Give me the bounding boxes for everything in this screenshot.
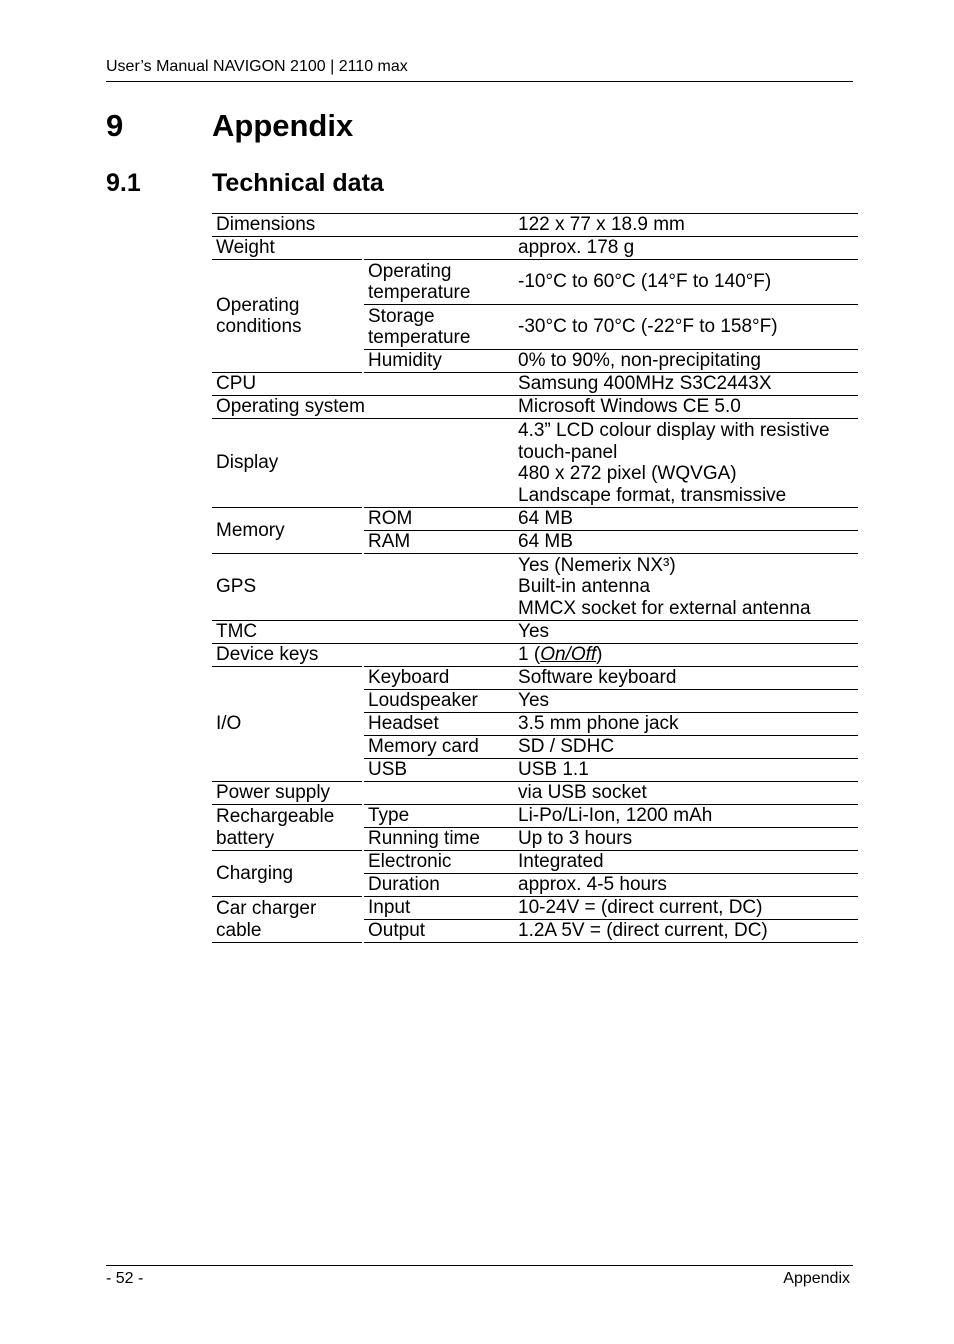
spec-sublabel: Duration <box>363 874 514 897</box>
spec-value <box>514 644 858 667</box>
spec-value: Up to 3 hours <box>514 828 858 851</box>
table-row <box>212 621 858 644</box>
spec-value: USB 1.1 <box>514 759 858 782</box>
spec-value-line: 480 x 272 pixel (WQVGA) <box>518 463 737 484</box>
spec-value-line: 4.3” LCD colour display with resistive touch-panel <box>518 420 830 463</box>
spec-value <box>514 554 858 621</box>
spec-value: Integrated <box>514 851 858 874</box>
spec-sublabel: Loudspeaker <box>363 690 514 713</box>
footer-section: Appendix <box>783 1270 850 1287</box>
spec-value: Software keyboard <box>514 667 858 690</box>
spec-value-line: Yes (Nemerix NX³) <box>518 554 676 576</box>
spec-label: TMC <box>212 621 514 644</box>
spec-sublabel: Keyboard <box>363 667 514 690</box>
spec-value: Yes <box>514 690 858 713</box>
spec-sublabel: Type <box>363 805 514 828</box>
spec-value-line: MMCX socket for external antenna <box>518 597 811 619</box>
running-header: User’s Manual NAVIGON 2100 | 2110 max <box>106 58 408 75</box>
value-prefix: 1 ( <box>518 644 541 666</box>
table-row <box>212 851 858 874</box>
spec-group-label: Operating conditions <box>212 260 363 373</box>
spec-value: 64 MB <box>514 531 858 554</box>
table-row <box>212 782 858 805</box>
chapter-title: Appendix <box>212 108 354 143</box>
table-row <box>212 897 858 920</box>
table-row <box>212 805 858 828</box>
spec-value: Microsoft Windows CE 5.0 <box>514 396 858 419</box>
spec-label: Weight <box>212 237 514 260</box>
spec-sublabel: Operating temperature <box>363 260 514 305</box>
spec-value-line: Landscape format, transmissive <box>518 484 787 506</box>
section-title: Technical data <box>212 169 384 197</box>
table-row <box>212 396 858 419</box>
spec-sublabel: Storage temperature <box>363 305 514 350</box>
spec-sublabel: Output <box>363 920 514 943</box>
table-row <box>212 644 858 667</box>
spec-value: Samsung 400MHz S3C2443X <box>514 373 858 396</box>
spec-label: Display <box>212 419 514 508</box>
spec-label: Power supply <box>212 782 514 805</box>
spec-value: 122 x 77 x 18.9 mm <box>514 214 858 237</box>
spec-group-label: I/O <box>212 667 363 782</box>
spec-label: CPU <box>212 373 514 396</box>
spec-value: -10°C to 60°C (14°F to 140°F) <box>514 260 858 305</box>
spec-sublabel: RAM <box>363 531 514 554</box>
chapter-number: 9 <box>106 108 124 143</box>
spec-label: Dimensions <box>212 214 514 237</box>
spec-sublabel: Memory card <box>363 736 514 759</box>
spec-value <box>514 419 858 508</box>
table-row <box>212 419 858 508</box>
spec-value: 3.5 mm phone jack <box>514 713 858 736</box>
header-rule <box>106 81 853 82</box>
spec-group-label: Charging <box>212 851 363 897</box>
spec-value: 64 MB <box>514 508 858 531</box>
spec-value: via USB socket <box>514 782 858 805</box>
spec-sublabel: Electronic <box>363 851 514 874</box>
spec-value: 1.2A 5V = (direct current, DC) <box>514 920 858 943</box>
value-suffix: ) <box>596 644 603 666</box>
spec-label: Operating system <box>212 396 514 419</box>
spec-sublabel: ROM <box>363 508 514 531</box>
spec-group-label: Car charger cable <box>212 897 363 943</box>
spec-value: 0% to 90%, non-precipitating <box>514 350 858 373</box>
spec-sublabel: Input <box>363 897 514 920</box>
footer-rule <box>106 1265 853 1266</box>
spec-sublabel: Humidity <box>363 350 514 373</box>
spec-value: -30°C to 70°C (-22°F to 158°F) <box>514 305 858 350</box>
section-number: 9.1 <box>106 169 141 197</box>
key-name: On/Off <box>540 644 597 666</box>
page-number: - 52 - <box>106 1270 144 1287</box>
spec-value: Yes <box>514 621 858 644</box>
spec-label: Device keys <box>212 644 514 667</box>
spec-value-line: Built-in antenna <box>518 576 651 598</box>
spec-sublabel: USB <box>363 759 514 782</box>
spec-sublabel: Headset <box>363 713 514 736</box>
table-row <box>212 214 858 237</box>
spec-group-label: Memory <box>212 508 363 554</box>
spec-value: 10-24V = (direct current, DC) <box>514 897 858 920</box>
spec-value: approx. 4-5 hours <box>514 874 858 897</box>
spec-value: Li-Po/Li-Ion, 1200 mAh <box>514 805 858 828</box>
table-row <box>212 373 858 396</box>
spec-sublabel: Running time <box>363 828 514 851</box>
table-row <box>212 237 858 260</box>
table-row <box>212 260 858 305</box>
spec-group-label: Rechargeable battery <box>212 805 363 851</box>
table-row <box>212 667 858 690</box>
table-row <box>212 508 858 531</box>
spec-label: GPS <box>212 554 514 621</box>
table-row <box>212 554 858 621</box>
spec-value: SD / SDHC <box>514 736 858 759</box>
spec-value: approx. 178 g <box>514 237 858 260</box>
technical-data-table <box>212 213 858 943</box>
